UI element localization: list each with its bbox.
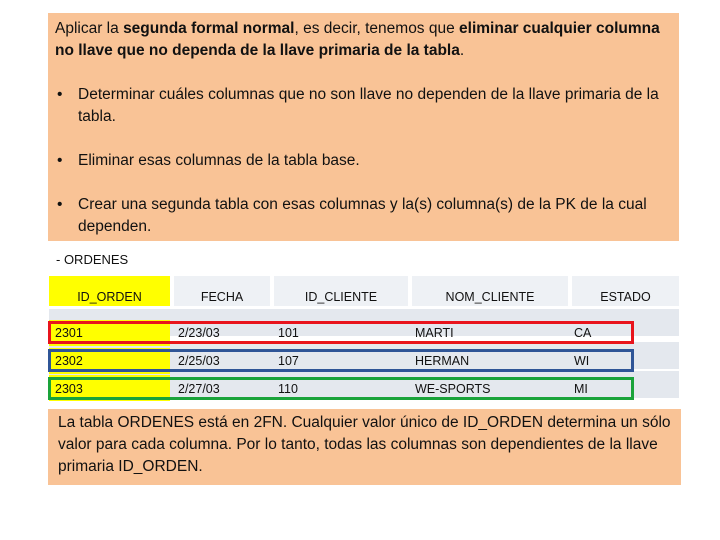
bullet-item: • Eliminar esas columnas de la tabla base. <box>55 150 670 172</box>
table-cell: CA <box>574 326 592 340</box>
row-highlight-blue <box>48 349 634 372</box>
header-estado: ESTADO <box>572 276 679 306</box>
table-cell: WI <box>574 354 590 368</box>
intro-bold-1: segunda formal normal <box>123 20 295 37</box>
table-cell: 110 <box>278 382 298 396</box>
table-cell: MI <box>574 382 588 396</box>
header-fecha: FECHA <box>174 276 270 306</box>
table-cell: MARTI <box>415 326 454 340</box>
bullet-item: • Determinar cuáles columnas que no son llave no dependen de la llave primaria de la tabla. <box>55 84 670 128</box>
table-cell: 2/27/03 <box>178 382 220 396</box>
summary-text: La tabla ORDENES está en 2FN. Cualquier valor único de ID_ORDEN determina un sólo valor para cada columna. Por lo tanto, todas las columnas son dependientes de la llave primaria ID_ORDEN. <box>58 414 671 475</box>
header-id-orden: ID_ORDEN <box>49 276 170 306</box>
table-cell: 107 <box>278 354 299 368</box>
table-cell: 101 <box>278 326 299 340</box>
table-cell: 2/25/03 <box>178 354 220 368</box>
section-label: - ORDENES <box>56 252 129 267</box>
intro-bold-2: eliminar cualquier columna no llave que no dependa de la llave primaria de la tabla <box>55 20 660 59</box>
row-highlight-green <box>48 377 634 400</box>
bullet-list <box>55 84 670 260</box>
bullet-item: • Crear una segunda tabla con esas columnas y la(s) columna(s) de la PK de la cual dependen. <box>55 194 670 238</box>
intro-text-2: , es decir, tenemos que <box>294 20 460 37</box>
intro-text-3: . <box>459 42 465 59</box>
row-highlight-red <box>48 321 634 344</box>
table-cell: 2/23/03 <box>178 326 220 340</box>
intro-text <box>55 18 675 62</box>
header-id-cliente: ID_CLIENTE <box>274 276 408 306</box>
intro-text-1: Aplicar la <box>55 20 124 37</box>
table-cell: HERMAN <box>415 354 470 368</box>
table-cell: 2301 <box>55 326 83 340</box>
table-cell: 2302 <box>55 354 83 368</box>
header-nom-cliente: NOM_CLIENTE <box>412 276 568 306</box>
table-cell: WE-SPORTS <box>415 382 491 396</box>
table-cell: 2303 <box>55 382 83 396</box>
